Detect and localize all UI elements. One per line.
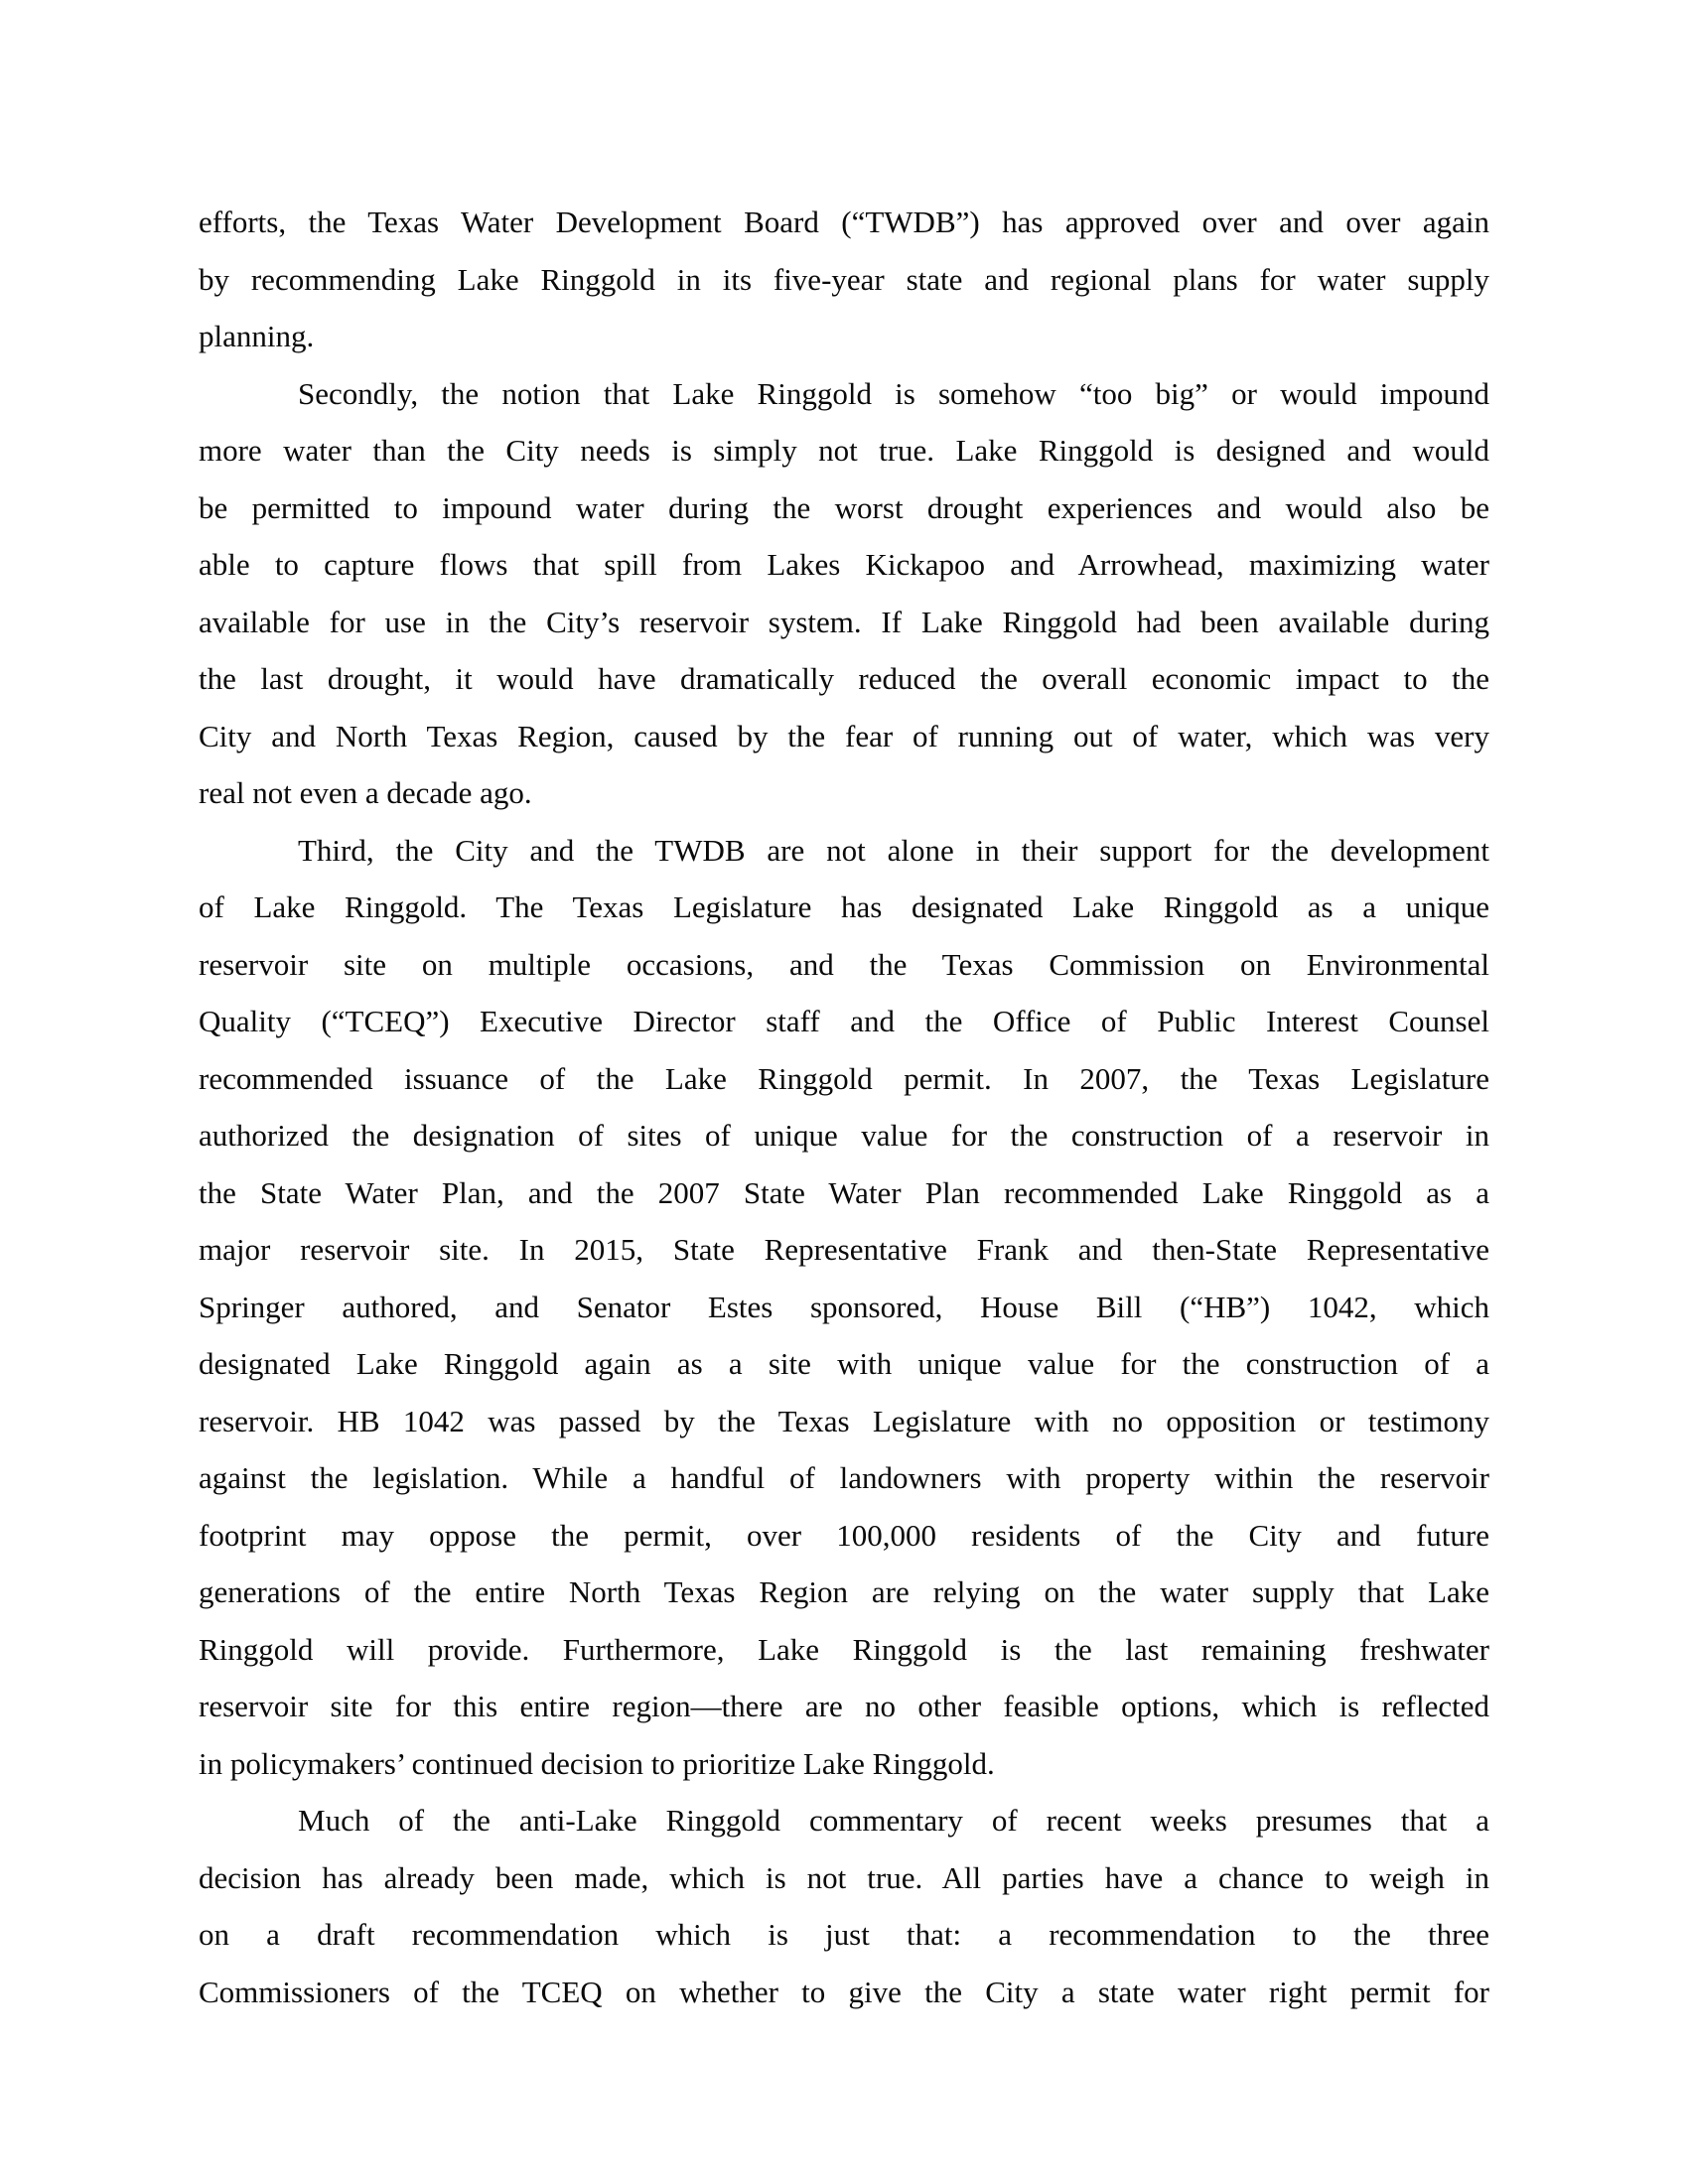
text-line: Quality (“TCEQ”) Executive Director staff and the Office of Public Interest Counsel <box>199 1004 1489 1038</box>
text-line: planning. <box>199 319 315 353</box>
text-line: reservoir site on multiple occasions, and the Texas Commission on Environmental <box>199 946 1489 982</box>
text-line: recommended issuance of the Lake Ringgold permit. In 2007, the Texas Legislature <box>199 1060 1489 1096</box>
text-line: able to capture flows that spill from Lakes Kickapoo and Arrowhead, maximizing water <box>199 547 1489 582</box>
text-line: in policymakers’ continued decision to prioritize Lake Ringgold. <box>199 1745 995 1781</box>
text-line: Third, the City and the TWDB are not alone in their support for the development <box>298 832 1489 868</box>
text-line: available for use in the City’s reservoir system. If Lake Ringgold had been available during <box>199 604 1489 639</box>
text-line: by recommending Lake Ringgold in its five-year state and regional plans for water supply <box>199 261 1489 297</box>
text-line: Much of the anti-Lake Ringgold commentary of recent weeks presumes that a <box>298 1803 1489 1838</box>
text-line: footprint may oppose the permit, over 100,000 residents of the City and future <box>199 1517 1489 1553</box>
text-line: real not even a decade ago. <box>199 775 532 810</box>
text-line: Ringgold will provide. Furthermore, Lake Ringgold is the last remaining freshwater <box>199 1631 1489 1667</box>
text-line: more water than the City needs is simply not true. Lake Ringgold is designed and would <box>199 433 1489 468</box>
text-line: be permitted to impound water during the worst drought experiences and would also be <box>199 489 1489 525</box>
text-line: Commissioners of the TCEQ on whether to give the City a state water right permit for <box>199 1974 1489 2009</box>
text-line: on a draft recommendation which is just that: a recommendation to the three <box>199 1917 1489 1952</box>
text-line: the last drought, it would have dramatically reduced the overall economic impact to the <box>199 661 1489 696</box>
text-line: designated Lake Ringgold again as a site with unique value for the construction of a <box>199 1346 1489 1381</box>
text-line: of Lake Ringgold. The Texas Legislature has designated Lake Ringgold as a unique <box>199 889 1489 924</box>
text-line: major reservoir site. In 2015, State Representative Frank and then-State Representative <box>199 1232 1489 1267</box>
text-line: Secondly, the notion that Lake Ringgold is somehow “too big” or would impound <box>298 375 1489 411</box>
text-line: efforts, the Texas Water Development Board (“TWDB”) has approved over and over again <box>199 205 1489 239</box>
text-line: reservoir site for this entire region—there are no other feasible options, which is reflected <box>199 1689 1489 1723</box>
document-text-block <box>199 194 1489 2020</box>
text-line: against the legislation. While a handful of landowners with property within the reservoir <box>199 1460 1489 1495</box>
text-line: authorized the designation of sites of unique value for the construction of a reservoir in <box>199 1118 1489 1153</box>
text-line: generations of the entire North Texas Region are relying on the water supply that Lake <box>199 1574 1489 1609</box>
text-line: reservoir. HB 1042 was passed by the Texas Legislature with no opposition or testimony <box>199 1403 1489 1438</box>
text-line: City and North Texas Region, caused by the fear of running out of water, which was very <box>199 718 1489 753</box>
text-line: decision has already been made, which is not true. All parties have a chance to weigh in <box>199 1859 1489 1895</box>
text-line: Springer authored, and Senator Estes sponsored, House Bill (“HB”) 1042, which <box>199 1289 1489 1324</box>
text-line: the State Water Plan, and the 2007 State Water Plan recommended Lake Ringgold as a <box>199 1174 1489 1210</box>
